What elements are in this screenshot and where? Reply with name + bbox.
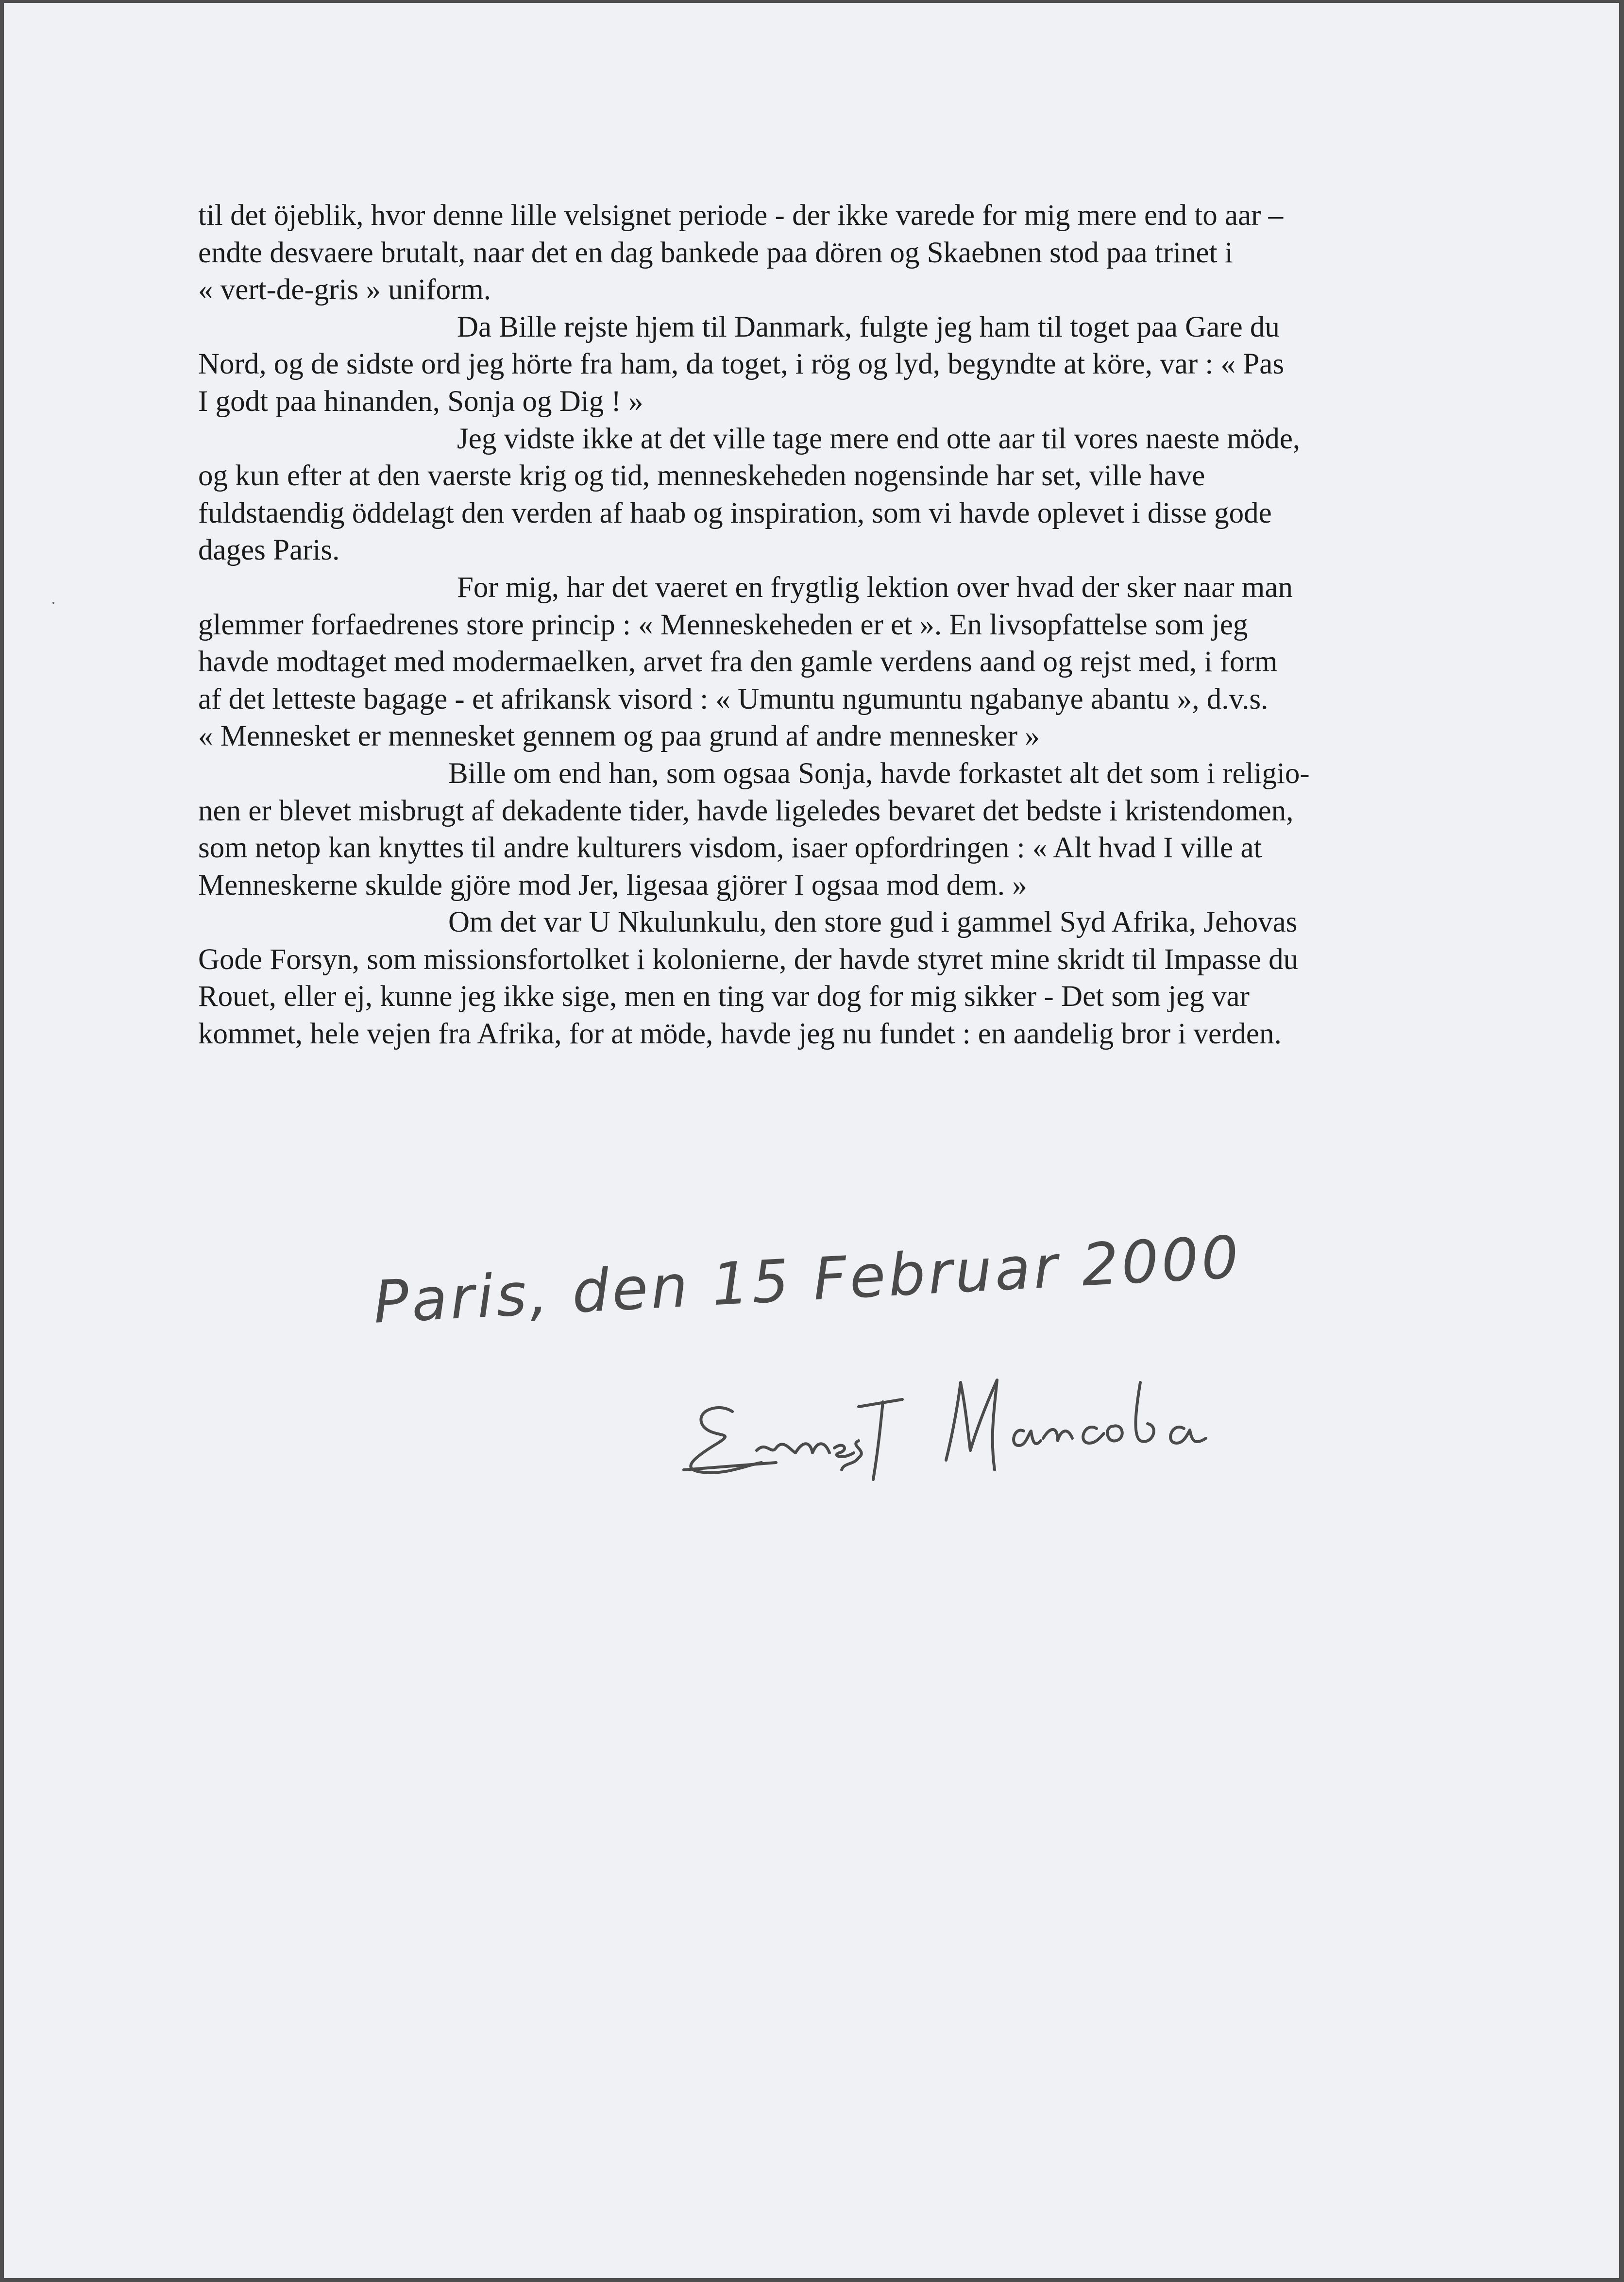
text-line: fuldstaendig öddelagt den verden af haab og inspiration, som vi havde oplevet i disse gode [198,496,1272,529]
text-line: Om det var U Nkulunkulu, den store gud i gammel Syd Afrika, Jehovas [448,906,1298,939]
text-line: af det letteste bagage - et afrikansk visord : « Umuntu ngumuntu ngabanye abantu », d.v.s. [198,682,1269,715]
text-line: Nord, og de sidste ord jeg hörte fra ham, da toget, i rög og lyd, begyndte at köre, var : « Pas [198,348,1285,381]
text-line: og kun efter at den vaerste krig og tid, menneskeheden nogensinde har set, ville have [198,460,1205,493]
text-line: I godt paa hinanden, Sonja og Dig ! » [198,385,643,418]
text-line: Da Bille rejste hjem til Danmark, fulgte jeg ham til toget paa Gare du [457,310,1280,343]
text-line: Rouet, eller ej, kunne jeg ikke sige, men en ting var dog for mig sikker - Det som jeg var [198,980,1250,1013]
signature-image [674,1353,1357,1528]
text-line: glemmer forfaedrenes store princip : « Menneskeheden er et ». En livsopfattelse som jeg [198,608,1248,641]
text-line: som netop kan knyttes til andre kulturers visdom, isaer opfordringen : « Alt hvad I ville at [198,832,1262,865]
text-line: Bille om end han, som ogsaa Sonja, havde forkastet alt det som i religio- [448,757,1310,790]
text-line: havde modtaget med modermaelken, arvet fra den gamle verdens aand og rejst med, i form [198,646,1278,679]
text-line: For mig, har det vaeret en frygtlig lektion over hvad der sker naar man [457,571,1293,604]
paper-speck [52,602,54,604]
text-line: Menneskerne skulde gjöre mod Jer, ligesaa gjörer I ogsaa mod dem. » [198,869,1027,902]
text-line: endte desvaere brutalt, naar det en dag bankede paa dören og Skaebnen stod paa trinet i [198,236,1233,269]
letter-page [4,3,1619,2278]
text-line: nen er blevet misbrugt af dekadente tider, havde ligeledes bevaret det bedste i kristendomen, [198,794,1294,827]
handwritten-date: Paris, den 15 Februar 2000 [372,1224,1243,1337]
text-line: « Mennesket er mennesket gennem og paa grund af andre mennesker » [198,720,1040,753]
text-line: dages Paris. [198,534,340,567]
text-line: kommet, hele vejen fra Afrika, for at möde, havde jeg nu fundet : en aandelig bror i verden. [198,1018,1282,1051]
letter-body [198,197,1403,1053]
signature-text: Ernest Mancoba [1354,1523,1357,1524]
text-line: Jeg vidste ikke at det ville tage mere end otte aar til vores naeste möde, [457,422,1301,455]
text-line: Gode Forsyn, som missionsfortolket i kolonierne, der havde styret mine skridt til Impasse du [198,943,1299,976]
text-line: til det öjeblik, hvor denne lille velsignet periode - der ikke varede for mig mere end to aar – [198,199,1284,232]
text-line: « vert-de-gris » uniform. [198,273,491,307]
